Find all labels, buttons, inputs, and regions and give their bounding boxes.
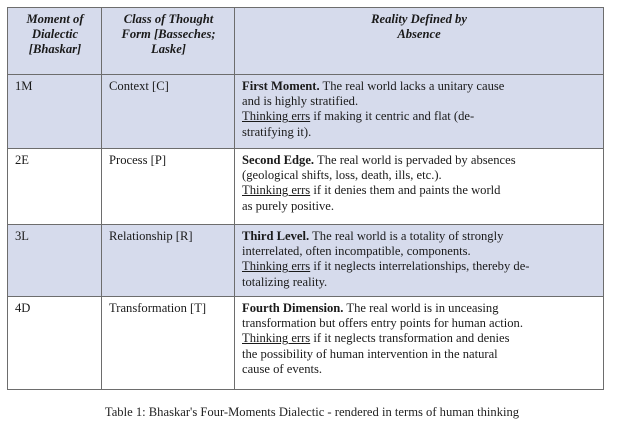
table-row [8,149,604,225]
thinking-errs-label: Thinking errs [242,259,311,274]
moment-title: Fourth Dimension. [242,301,344,315]
moment-cell: 1M [8,75,102,149]
reality-cell: Third Level. The real world is a totality of strongly interrelated, often incompatible, components. Thinking errs if it neglects interrelationships, thereby de- totalizing reality. [235,225,604,297]
moment-cell: 4D [8,297,102,390]
thinking-errs-label: Thinking errs [242,109,311,124]
thought-form-cell: Relationship [R] [102,225,235,297]
moment-cell: 2E [8,149,102,225]
thinking-errs-label: Thinking errs [242,183,311,198]
moment-title: First Moment. [242,79,320,93]
thinking-errs-label: Thinking errs [242,331,311,346]
table-caption: Table 1: Bhaskar's Four-Moments Dialectic - rendered in terms of human thinking [104,405,520,419]
thought-form-cell: Transformation [T] [102,297,235,390]
moment-title: Third Level. [242,229,310,243]
reality-cell: Second Edge. The real world is pervaded by absences (geological shifts, loss, death, ills, etc.). Thinking errs if it denies them and paints the world as purely positive. [235,149,604,225]
reality-cell: Fourth Dimension. The real world is in unceasing transformation but offers entry points for human action. Thinking errs if it neglects transformation and denies the possibility of human intervention in the natural cause of events. [235,297,604,390]
table-row [8,297,604,390]
header-reality: Reality Defined by Absence [235,8,604,75]
thought-form-cell: Context [C] [102,75,235,149]
header-thought-form: Class of Thought Form [Basseches; Laske] [102,8,235,75]
table-row [8,75,604,149]
header-row [8,8,604,75]
table-row [8,225,604,297]
header-moment: Moment of Dialectic [Bhaskar] [8,8,102,75]
moment-cell: 3L [8,225,102,297]
moment-title: Second Edge. [242,153,315,167]
reality-cell: First Moment. The real world lacks a unitary cause and is highly stratified. Thinking errs if making it centric and flat (de- stratifying it). [235,75,604,149]
dialectic-table [7,7,604,390]
thought-form-cell: Process [P] [102,149,235,225]
